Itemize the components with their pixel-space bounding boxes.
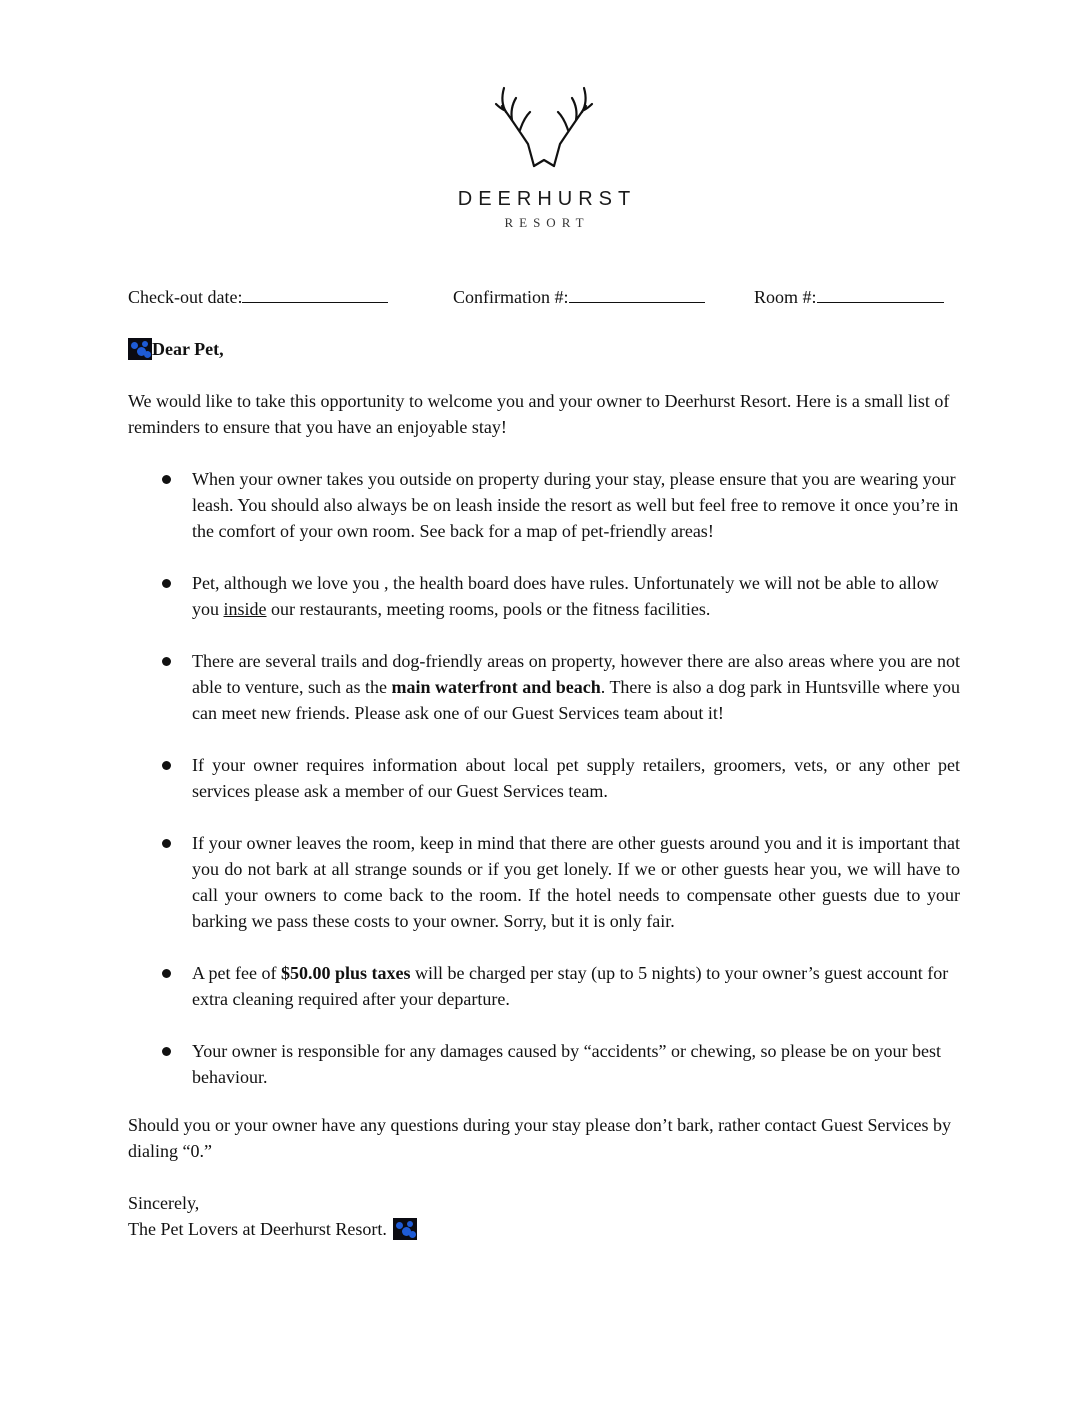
paw-prints-icon [393, 1218, 417, 1240]
bullet-icon [162, 579, 171, 588]
confirmation-label: Confirmation #: [453, 287, 569, 307]
bullet-icon [162, 839, 171, 848]
paw-prints-icon [128, 338, 152, 360]
list-item [128, 752, 960, 804]
greeting-text: Dear Pet, [152, 339, 224, 359]
confirmation-field [453, 284, 705, 308]
checkout-blank[interactable] [242, 284, 388, 303]
room-field [754, 284, 944, 308]
reminder-pet-fee: A pet fee of $50.00 plus taxes will be charged per stay (up to 5 nights) to your owner’s guest account for extra cleaning required after your departure. [192, 963, 949, 1009]
bold-fee: $50.00 plus taxes [280, 963, 411, 983]
signoff [128, 1190, 960, 1242]
brand-name: DEERHURST [457, 188, 637, 210]
checkout-label: Check-out date: [128, 287, 243, 307]
reminder-leash: When your owner takes you outside on property during your stay, please ensure that you are wearing your leash. You should also always be on leash inside the resort as well but feel free to remove it once you’re in the comfort of your own room. See back for a map of pet-friendly areas! [192, 469, 959, 541]
bold-waterfront: main waterfront and beach [391, 677, 601, 697]
deer-antlers-logo-icon [494, 82, 594, 170]
signoff-signature: The Pet Lovers at Deerhurst Resort. [128, 1219, 387, 1239]
list-item [128, 648, 960, 726]
bullet-icon [162, 969, 171, 978]
reminder-health-rules: Pet, although we love you , the health board does have rules. Unfortunately we will not be able to allow you inside our restaurants, meeting rooms, pools or the fitness facilities. [192, 573, 939, 619]
underlined-inside: inside [223, 599, 267, 619]
list-item [128, 570, 960, 622]
reminder-trails: There are several trails and dog-friendly areas on property, however there are also areas where you are not able to venture, such as the main waterfront and beach. There is also a dog park in Huntsville where you can meet new friends. Please ask one of our Guest Services team about it! [192, 651, 960, 723]
signoff-sincerely: Sincerely, [128, 1193, 200, 1213]
bullet-icon [162, 761, 171, 770]
signoff-line [128, 1216, 960, 1242]
room-blank[interactable] [817, 284, 944, 303]
reminder-services: If your owner requires information about local pet supply retailers, groomers, vets, or any other pet services please ask a member of our Guest Services team. [192, 755, 960, 801]
closing-paragraph: Should you or your owner have any questions during your stay please don’t bark, rather contact Guest Services by dialing “0.” [128, 1115, 951, 1161]
reminder-barking: If your owner leaves the room, keep in mind that there are other guests around you and it is important that you do not bark at all strange sounds or if you get lonely. If we or other guests hear you, we will have to call your owners to come back to the room. If the hotel needs to compensate other guests due to your barking we pass these costs to your owner. Sorry, but it is only fair. [192, 833, 960, 931]
list-item [128, 960, 960, 1012]
bullet-icon [162, 1047, 171, 1056]
bullet-icon [162, 475, 171, 484]
brand-subtitle: RESORT [504, 215, 590, 230]
reminder-damages: Your owner is responsible for any damages caused by “accidents” or chewing, so please be on your best behaviour. [192, 1041, 941, 1087]
checkout-field [128, 284, 388, 308]
confirmation-blank[interactable] [569, 284, 705, 303]
list-item [128, 830, 960, 934]
reminder-list [128, 466, 960, 1116]
intro-paragraph: We would like to take this opportunity to welcome you and your owner to Deerhurst Resort. Here is a small list of reminders to ensure that you have an enjoyable stay! [128, 391, 950, 437]
bullet-icon [162, 657, 171, 666]
room-label: Room #: [754, 287, 817, 307]
list-item [128, 466, 960, 544]
list-item [128, 1038, 960, 1090]
resort-logo [0, 82, 1088, 231]
greeting [128, 336, 960, 362]
